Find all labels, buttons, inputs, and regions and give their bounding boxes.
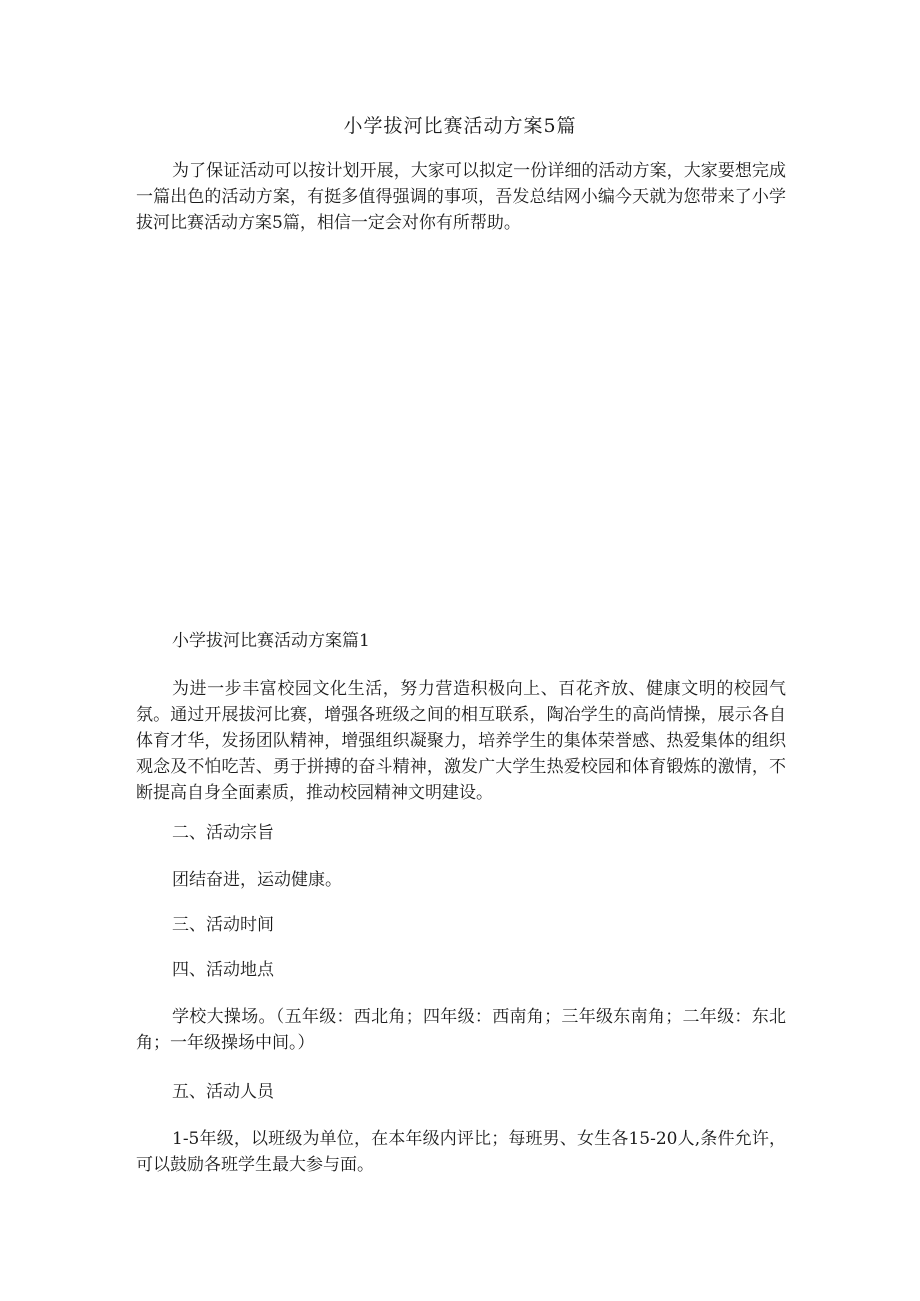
purpose-paragraph: 为进一步丰富校园文化生活，努力营造积极向上、百花齐放、健康文明的校园气氛。通过开展拔河比赛，增强各班级之间的相互联系，陶冶学生的高尚情操，展示各自体育才华，发扬团队精神，增强组织凝聚力，培养学生的集体荣誉感、热爱集体的组织观念及不怕吃苦、勇于拼搏的奋斗精神，激发广大学生热爱校园和体育锻炼的激情，不断提高自身全面素质，推动校园精神文明建设。	[136, 679, 786, 803]
people-paragraph: 1-5年级，以班级为单位，在本年级内评比；每班男、女生各15-20人,条件允许，可以鼓励各班学生最大参与面。	[136, 1129, 786, 1175]
document-title: 小学拔河比赛活动方案5篇	[343, 115, 577, 137]
aim-text: 团结奋进，运动健康。	[172, 870, 342, 890]
intro-paragraph: 为了保证活动可以按计划开展，大家可以拟定一份详细的活动方案，大家要想完成一篇出色的活动方案，有挺多值得强调的事项，吾发总结网小编今天就为您带来了小学拔河比赛活动方案5篇，相信一定会对你有所帮助。	[136, 161, 786, 233]
place-paragraph: 学校大操场。（五年级：西北角；四年级：西南角；三年级东南角；二年级：东北角；一年级操场中间。）	[136, 1007, 786, 1053]
section-title: 小学拔河比赛活动方案篇1	[172, 631, 370, 651]
heading-place: 四、活动地点	[172, 960, 274, 980]
heading-aim: 二、活动宗旨	[172, 823, 274, 843]
heading-time: 三、活动时间	[172, 915, 274, 935]
heading-people: 五、活动人员	[172, 1082, 274, 1102]
